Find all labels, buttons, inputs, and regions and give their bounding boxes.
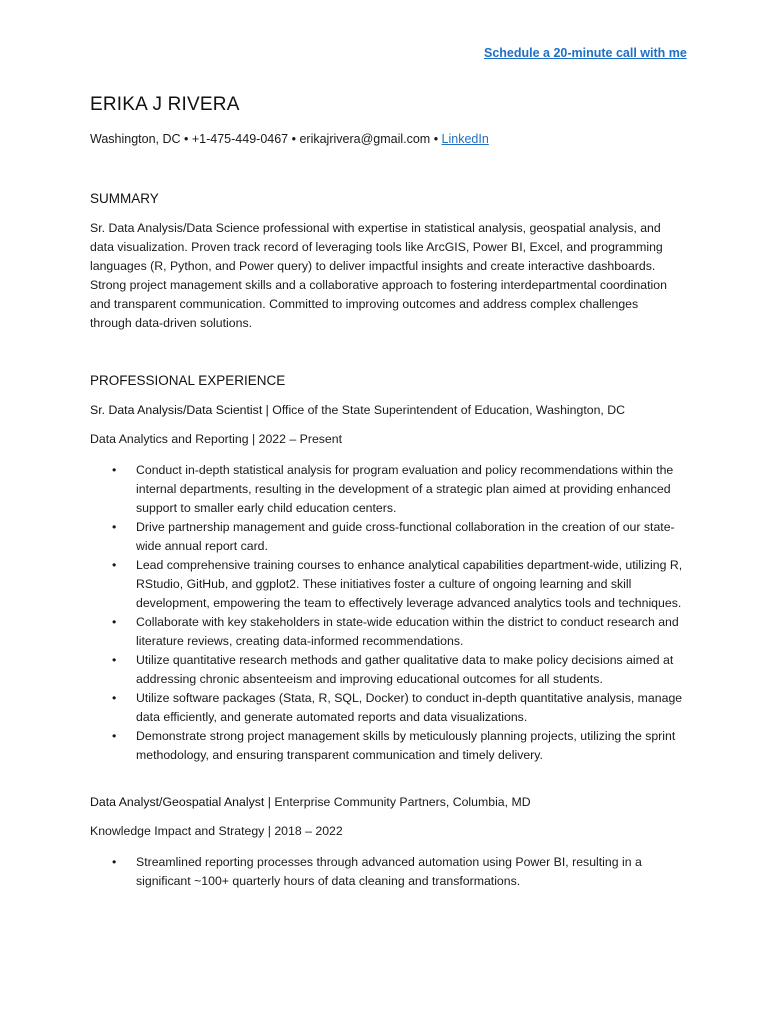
list-item: • Utilize software packages (Stata, R, SQL, Docker) to conduct in-depth quantitative analysis, manage data efficiently, and generate automated reports and data visualizations. [112,691,683,724]
job-1-bullets [90,461,690,765]
summary-text: Sr. Data Analysis/Data Science professional with expertise in statistical analysis, geospatial analysis, and data visualization. Proven track record of leveraging tools like ArcGIS, Power BI, Excel, and programming languages (R, Python, and Power query) to deliver impactful insights and create interactive dashboards. Strong project management skills and a collaborative approach to fostering interdepartmental coordination and transparent communication. Committed to improving outcomes and address complex challenges through data-driven solutions. [90,221,667,330]
bullet-icon: • [112,855,117,869]
contact-line [90,132,489,146]
candidate-name: ERIKA J RIVERA [90,94,240,115]
list-item: • Drive partnership management and guide cross-functional collaboration in the creation of our state-wide annual report card. [112,520,675,553]
contact-details: Washington, DC • +1-475-449-0467 • erikajrivera@gmail.com • [90,132,442,146]
job-2-role: Data Analyst/Geospatial Analyst | [90,795,271,809]
job-1-role: Sr. Data Analysis/Data Scientist | [90,403,269,417]
list-item: • Conduct in-depth statistical analysis for program evaluation and policy recommendations within the internal departments, resulting in the development of a strategic plan aimed at providing enhanced support to smaller early child education centers. [112,463,674,515]
list-item: • Collaborate with key stakeholders in state-wide education within the district to conduct research and literature reviews, creating data-informed recommendations. [112,615,679,648]
experience-heading: PROFESSIONAL EXPERIENCE [90,373,286,388]
schedule-call-link[interactable]: Schedule a 20-minute call with me [484,46,687,60]
summary-heading: SUMMARY [90,191,159,206]
list-item: • Utilize quantitative research methods and gather qualitative data to make policy decisions aimed at addressing chronic absenteeism and improving educational outcomes for all students. [112,653,674,686]
bullet-icon: • [112,463,117,477]
list-item: • Demonstrate strong project management skills by meticulously planning projects, utilizing the sprint methodology, and ensuring transparent communication and timely delivery. [112,729,676,762]
job-1-org: Office of the State Superintendent of Education, Washington, DC [268,403,626,417]
job-1-title-line [90,403,625,417]
job-1-dept-dates: Data Analytics and Reporting | 2022 – Present [90,432,343,446]
bullet-icon: • [112,729,117,743]
job-2-dept-dates: Knowledge Impact and Strategy | 2018 – 2022 [90,824,343,838]
list-item: • Lead comprehensive training courses to enhance analytical capabilities department-wide, utilizing R, RStudio, GitHub, and ggplot2. These initiatives foster a culture of ongoing learning and skill development, empowering the team to effectively leverage advanced analytics tools and techniques. [112,558,683,610]
bullet-icon: • [112,558,117,572]
linkedin-link[interactable]: LinkedIn [441,132,489,146]
job-2-org: Enterprise Community Partners, Columbia, MD [270,795,531,809]
bullet-icon: • [112,653,117,667]
list-item: • Streamlined reporting processes through advanced automation using Power BI, resulting in a significant ~100+ quarterly hours of data cleaning and transformations. [112,855,642,888]
bullet-icon: • [112,520,117,534]
job-2-bullets [90,853,690,891]
job-2-title-line [90,795,531,809]
bullet-icon: • [112,615,117,629]
bullet-icon: • [112,691,117,705]
